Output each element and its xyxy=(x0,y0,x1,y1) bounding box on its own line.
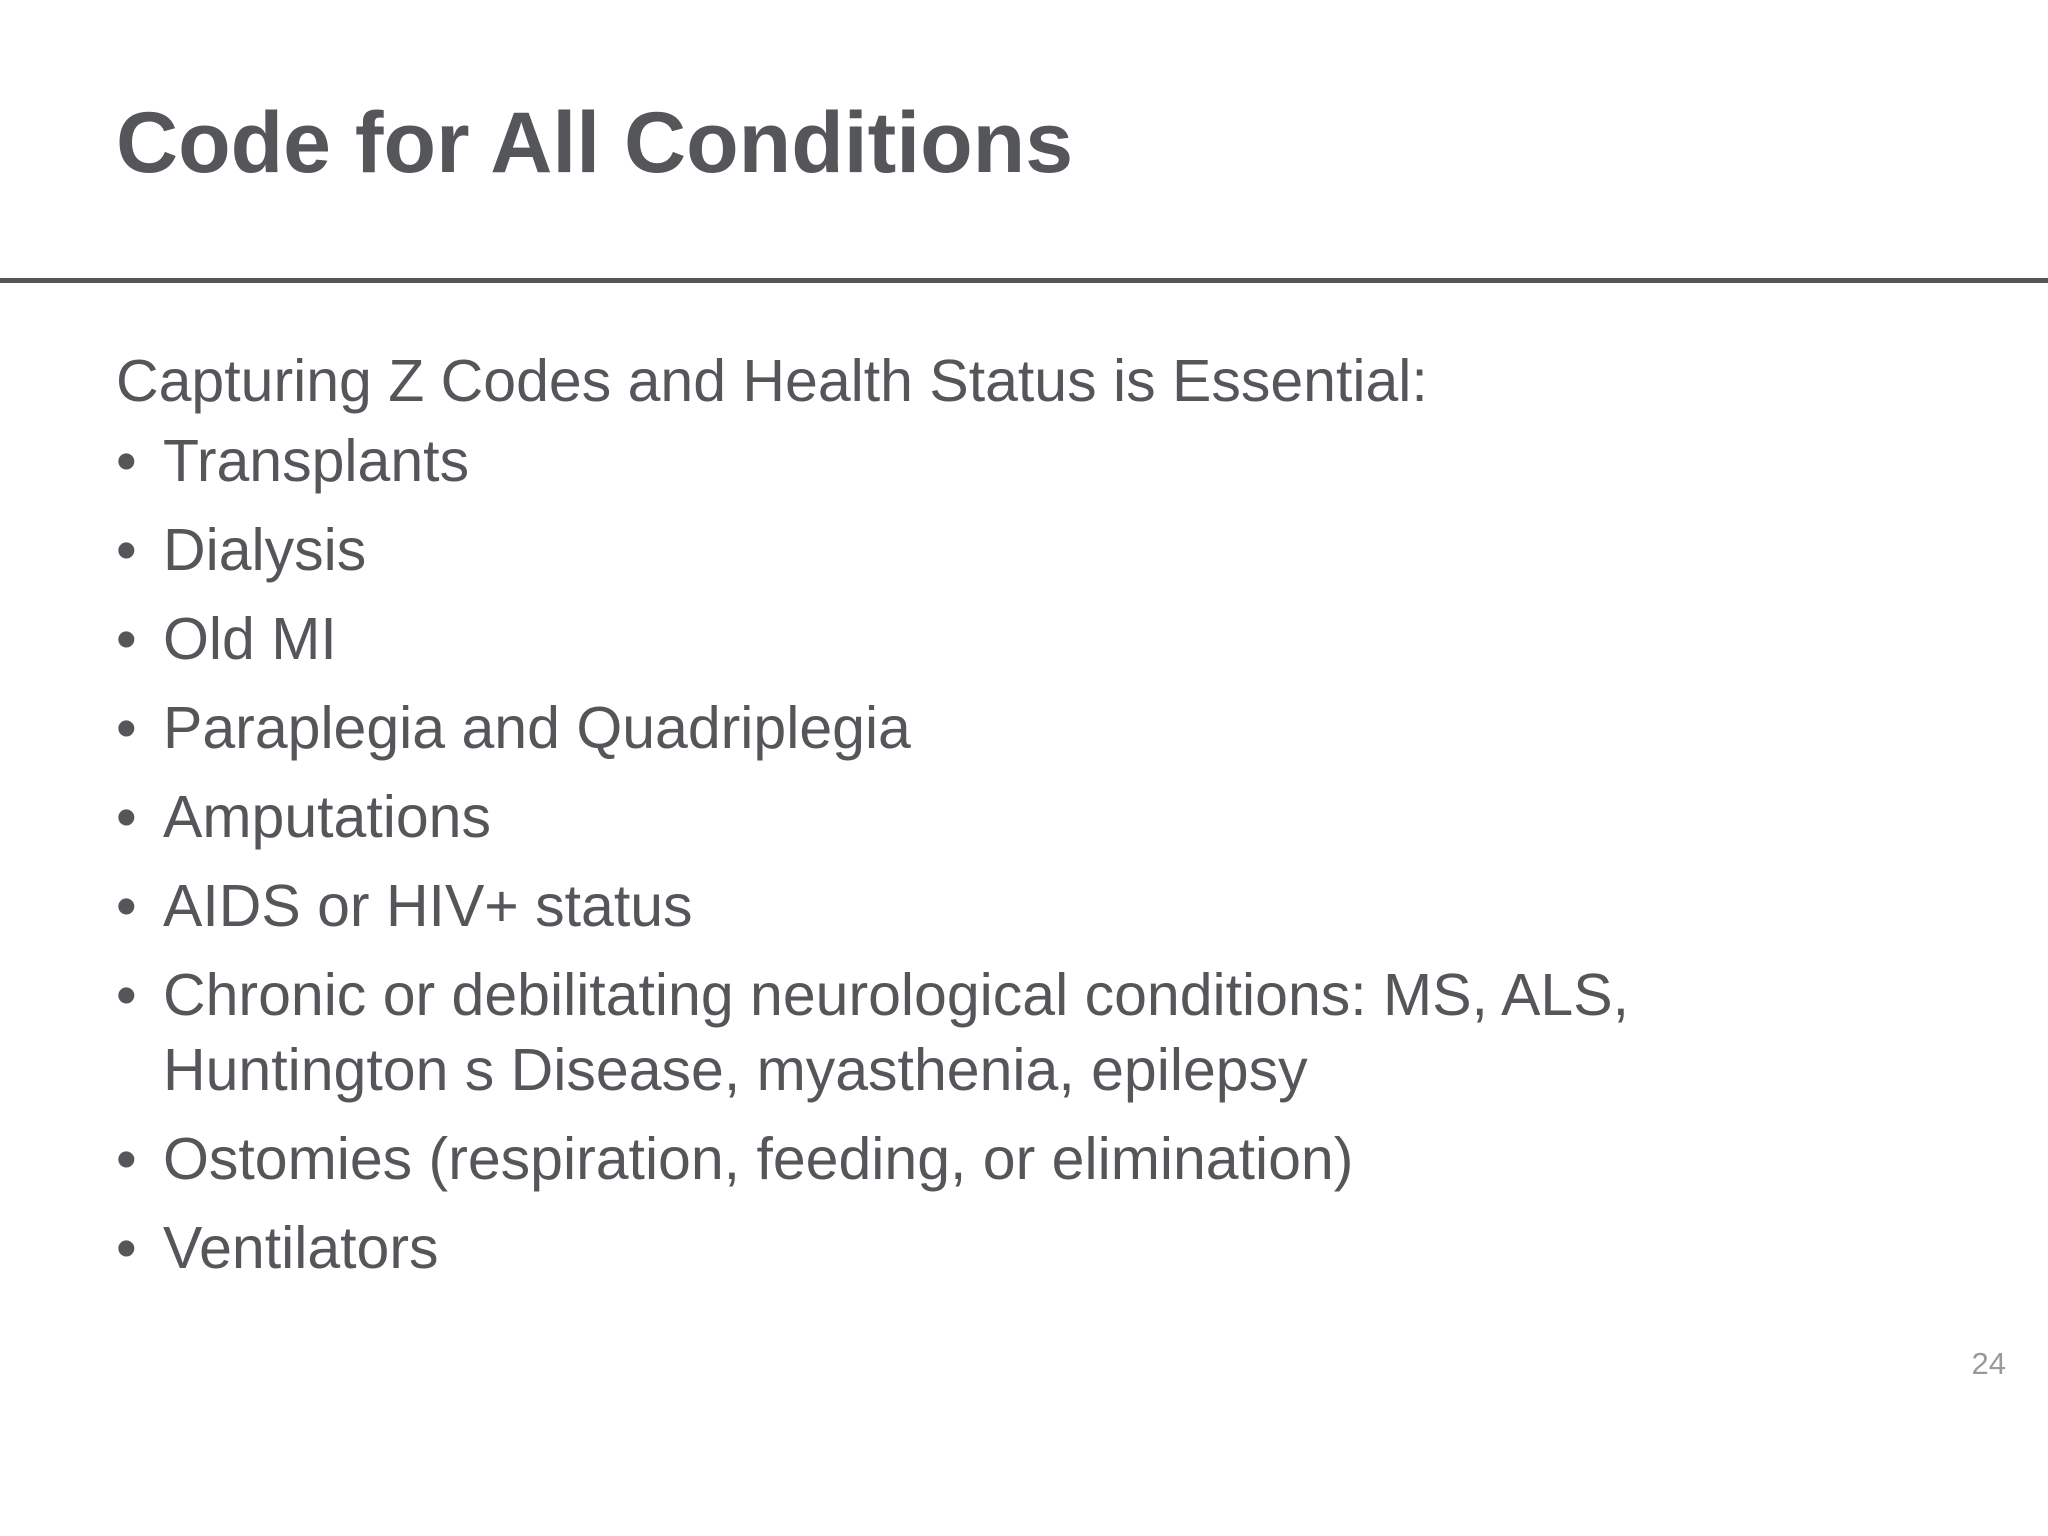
bullet-item-transplants xyxy=(116,424,1916,499)
bullet-icon: • xyxy=(116,428,137,494)
bullet-text: Paraplegia and Quadriplegia xyxy=(163,695,911,761)
bullet-icon: • xyxy=(116,517,137,583)
bullet-icon: • xyxy=(116,784,137,850)
bullet-text: Ostomies (respiration, feeding, or elimination) xyxy=(163,1126,1354,1192)
bullet-list xyxy=(116,424,1916,1286)
bullet-item-dialysis xyxy=(116,513,1916,588)
slide-body xyxy=(116,338,1916,1286)
bullet-icon: • xyxy=(116,873,137,939)
bullet-item-ventilators xyxy=(116,1211,1916,1286)
bullet-text: Transplants xyxy=(163,428,470,494)
bullet-item-aids-hiv xyxy=(116,869,1916,944)
bullet-text: AIDS or HIV+ status xyxy=(163,873,693,939)
title-divider xyxy=(0,278,2048,283)
bullet-item-old-mi xyxy=(116,602,1916,677)
bullet-item-paraplegia xyxy=(116,691,1916,766)
bullet-text: Old MI xyxy=(163,606,337,672)
bullet-item-amputations xyxy=(116,780,1916,855)
bullet-icon: • xyxy=(116,962,137,1028)
bullet-item-ostomies xyxy=(116,1122,1916,1197)
bullet-text: Ventilators xyxy=(163,1215,439,1281)
page-number: 24 xyxy=(1971,1346,2006,1381)
bullet-icon: • xyxy=(116,695,137,761)
bullet-text: Amputations xyxy=(163,784,491,850)
bullet-icon: • xyxy=(116,606,137,672)
bullet-text: Chronic or debilitating neurological conditions: MS, ALS, Huntington s Disease, myasthenia, epilepsy xyxy=(163,962,1629,1103)
intro-text: Capturing Z Codes and Health Status is Essential: xyxy=(116,348,1428,414)
bullet-icon: • xyxy=(116,1215,137,1281)
bullet-icon: • xyxy=(116,1126,137,1192)
bullet-text: Dialysis xyxy=(163,517,367,583)
bullet-item-neurological xyxy=(116,958,1916,1108)
slide-title: Code for All Conditions xyxy=(116,95,1074,191)
